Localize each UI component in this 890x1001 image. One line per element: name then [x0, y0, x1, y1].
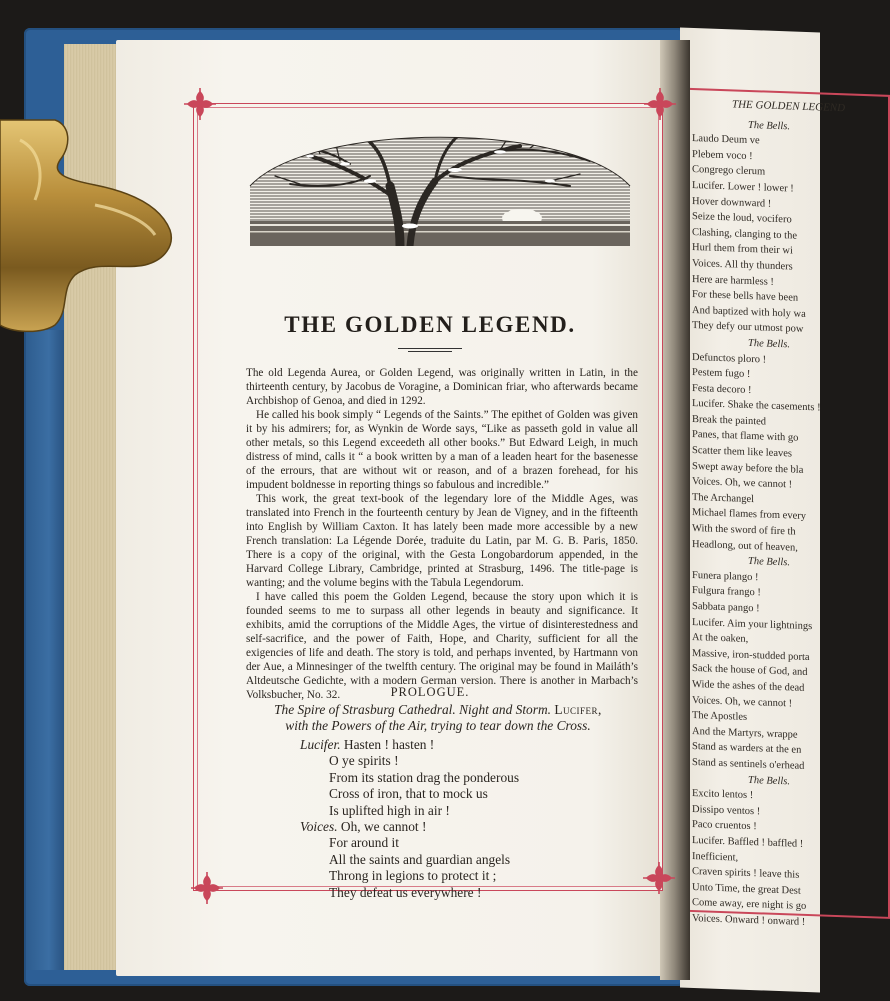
right-page-line: Dissipo ventos !: [692, 803, 761, 818]
verse-line: [300, 770, 640, 786]
prologue-verse: [300, 737, 640, 901]
winter-tree-engraving-icon: [250, 126, 630, 246]
right-page-line: Sack the house of God, and: [692, 663, 808, 679]
stage-direction: [232, 702, 644, 734]
book-spine: [26, 330, 64, 970]
verse-text: From its station drag the ponderous: [329, 769, 520, 785]
stage-direction-action: with the Powers of the Air, trying to tear down the Cross.: [285, 718, 591, 734]
verse-line: [300, 803, 640, 819]
right-page-line: The Bells.: [748, 337, 790, 351]
right-page-line: For these bells have been: [692, 289, 799, 304]
verse-text: Is uplifted high in air !: [329, 802, 450, 818]
verse-line: [300, 819, 640, 835]
right-page-line: Voices. Oh, we cannot !: [692, 476, 793, 491]
right-page-line: Seize the loud, vocifero: [692, 211, 792, 226]
title-rule: [408, 351, 452, 352]
right-page-line: Lucifer. Baffled ! baffled !: [692, 834, 804, 850]
right-page-line: Paco cruentos !: [692, 819, 757, 833]
right-page-line: Massive, iron-studded porta: [692, 647, 810, 663]
stage-direction-setting: The Spire of Strasburg Cathedral. Night and Storm.: [274, 702, 551, 717]
right-page-line: Lucifer. Lower ! lower !: [692, 179, 794, 195]
title-rule: [398, 348, 462, 349]
right-page-line: Sabbata pango !: [692, 600, 760, 615]
verse-text: Throng in legions to protect it ;: [329, 868, 497, 884]
intro-text: [246, 366, 638, 702]
corner-ornament-icon: [642, 86, 678, 122]
right-page-line: Craven spirits ! leave this: [692, 866, 800, 881]
page-edges: [64, 44, 120, 970]
verse-line: [300, 885, 640, 901]
verse-line: [300, 852, 640, 868]
right-page-line: Voices. Oh, we cannot !: [692, 694, 793, 710]
right-page-line: Stand as sentinels o'erhead: [692, 756, 805, 772]
right-page-line: Stand as warders at the en: [692, 741, 802, 757]
book-gutter: [660, 40, 690, 980]
right-page-line: Plebem voco !: [692, 148, 753, 162]
right-page-text: [692, 96, 846, 931]
right-page-line: Swept away before the bla: [692, 460, 804, 476]
right-page-line: And baptized with holy wa: [692, 304, 806, 320]
verse-line: [300, 786, 640, 802]
page-title: THE GOLDEN LEGEND.: [284, 312, 576, 337]
verse-line: [300, 868, 640, 884]
corner-ornament-icon: [189, 870, 225, 906]
right-page-line: Headlong, out of heaven,: [692, 538, 798, 554]
intro-paragraph: I have called this poem the Golden Legend, because the story upon which it is founded seems to me to surpass all other legends in beauty and significance. It exhibits, amid the corruptions of the Middle Ages, the virtue of disinterestedness and self-sacrifice, and the power of Faith, Hope, and Charity, sufficient for all the exigencies of life and death. The story is told, and perhaps invented, by Hartmann von der Aue, a Minnesinger of the twelfth century. The original may be found in Mailáth’s Altdeutsche Gedichte, with a modern German version. There is another in Marbach’s Volksbucher, No. 32.: [246, 591, 638, 701]
right-page-line: Lucifer. Shake the casements !: [692, 398, 821, 414]
right-page-line: The Apostles: [692, 710, 748, 724]
right-page-line: They defy our utmost pow: [692, 320, 804, 336]
right-page-line: With the sword of fire th: [692, 523, 796, 538]
right-page-line: Michael flames from every: [692, 507, 806, 523]
right-page-line: Panes, that flame with go: [692, 429, 799, 445]
right-page-line: Come away, ere night is go: [692, 897, 807, 913]
right-page-line: Congrego clerum: [692, 164, 766, 178]
right-page-line: Clashing, clanging to the: [692, 226, 797, 242]
right-page-line: Inefficient,: [692, 850, 739, 864]
stage-direction-speaker: Lucifer,: [554, 702, 602, 717]
right-page-line: Voices. All thy thunders: [692, 257, 793, 273]
intro-paragraph: He called his book simply “ Legends of the Saints.” The epithet of Golden was given it by his admirers; for, as Wynkin de Worde says, “Like as passeth gold in value all other metals, so this Legend exceedeth all other books.” But Edward Leigh, in much distress of mind, calls it “ a book written by a man of a leaden heart for the basenesse of the errours, that are without wit or reason, and of a brazen forehead, for his impudent boldnesse in reporting things so fabulous and incredible.”: [246, 409, 638, 491]
corner-ornament-icon: [182, 86, 218, 122]
right-page-line: Fulgura frango !: [692, 585, 761, 599]
right-page-line: Hurl them from their wi: [692, 242, 793, 257]
right-page: [680, 28, 846, 993]
right-page-line: Break the painted: [692, 413, 767, 428]
right-page-line: The Bells.: [748, 774, 790, 787]
right-page-line: Funera plango !: [692, 569, 759, 584]
right-page-line: Laudo Deum ve: [692, 133, 760, 147]
prologue-heading: PROLOGUE.: [390, 685, 470, 699]
verse-speaker: Lucifer.: [300, 737, 341, 752]
right-page-line: Hover downward !: [692, 195, 772, 210]
verse-text: O ye spirits !: [329, 753, 399, 769]
right-page-line: Voices. Onward ! onward !: [692, 912, 806, 928]
verse-line: [300, 835, 640, 851]
intro-paragraph: The old Legenda Aurea, or Golden Legend, was originally written in Latin, in the thirteenth century, by Jacobus de Voragine, a Dominican friar, who afterwards became Archbishop of Genoa, and died in 1292.: [246, 367, 638, 407]
verse-text: For around it: [329, 835, 399, 851]
right-page-line: Excito lentos !: [692, 788, 754, 802]
right-page-header: THE GOLDEN LEGEND: [732, 98, 846, 115]
verse-text: They defeat us everywhere !: [329, 884, 482, 900]
verse-text: All the saints and guardian angels: [329, 851, 511, 867]
verse-text: Oh, we cannot !: [340, 819, 427, 835]
right-page-line: Unto Time, the great Dest: [692, 881, 801, 897]
right-page-line: Wide the ashes of the dead: [692, 678, 805, 694]
right-page-line: Defunctos ploro !: [692, 351, 767, 366]
verse-line: [300, 737, 640, 753]
right-page-line: The Bells.: [748, 119, 790, 132]
right-page-line: At the oaken,: [692, 632, 749, 646]
verse-text: Cross of iron, that to mock us: [329, 786, 488, 802]
right-page-line: And the Martyrs, wrappe: [692, 725, 798, 741]
right-page-line: Lucifer. Aim your lightnings: [692, 616, 813, 632]
corner-ornament-icon: [641, 860, 677, 896]
right-page-line: Festa decoro !: [692, 382, 752, 396]
right-page-line: Here are harmless !: [692, 273, 774, 288]
right-page-line: The Archangel: [692, 491, 755, 505]
intro-paragraph: This work, the great text-book of the legendary lore of the Middle Ages, was translated into French in the fourteenth century by Jean de Vigney, and in the fifteenth into English by William Caxton. It has lately been made more accessible by a new French translation: La Légende Dorée, traduite du Latin, par M. G. B. Paris, 1850. There is a copy of the original, with the Gesta Longobardorum appended, in the Harvard College Library, Cambridge, printed at Strasburg, 1496. The title-page is wanting; and the volume begins with the Tabula Legendorum.: [246, 493, 638, 589]
verse-speaker: Voices.: [300, 819, 338, 835]
verse-text: Hasten ! hasten !: [343, 737, 435, 752]
right-page-line: The Bells.: [748, 556, 790, 569]
verse-line: [300, 753, 640, 769]
right-page-line: Pestem fugo !: [692, 367, 751, 381]
right-page-line: Scatter them like leaves: [692, 445, 793, 460]
